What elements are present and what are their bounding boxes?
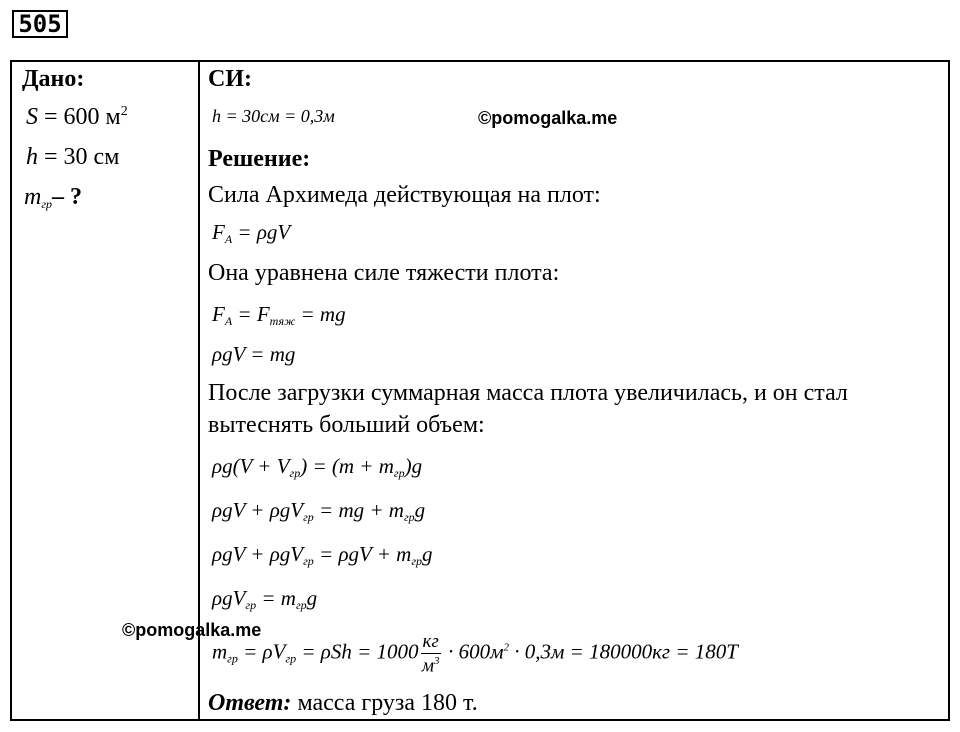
unknown-mass — [24, 184, 82, 212]
formula-expanded: ρgV + ρgV$_{гр}$ = mg + $m_{гр}g$ — [212, 498, 426, 524]
formula-forces: $F_A = F_{тяж}$ = mg — [212, 302, 346, 328]
formula-simplified: $\rho gV_{гр} = m_{гр}g$ — [212, 586, 318, 612]
answer-text: масса груза 180 т. — [291, 690, 478, 716]
formula-archimedes: $F_A = \rho gV$ — [212, 220, 291, 246]
given-area — [26, 104, 128, 131]
text-after-loading-2: вытеснять больший объем: — [208, 412, 485, 438]
text-archimedes: Сила Архимеда действующая на плот: — [208, 182, 601, 208]
si-header: СИ: — [208, 66, 252, 92]
formula-substituted: $\rho gV + \rho gV_{гр} = \rho gV + m_{гр}g$ — [212, 542, 433, 568]
text-equal-gravity: Она уравнена силе тяжести плота: — [208, 260, 560, 286]
given-height — [26, 144, 119, 171]
answer-label: Ответ: — [208, 690, 292, 716]
si-conversion: h = 30см = 0,3м — [212, 106, 335, 126]
watermark-top: ©pomogalka.me — [478, 108, 618, 128]
answer-line — [208, 690, 478, 717]
mass-symbol: m — [24, 184, 42, 210]
height-symbol: h — [26, 144, 38, 170]
watermark-bottom: ©pomogalka.me — [122, 620, 262, 640]
solution-header: Решение: — [208, 146, 311, 172]
formula-final: $m_{гр} = \rho V_{гр} = \rho Sh = 1000$ $\frac{кг}{м^3}$ · $600м^2 \cdot 0,3м = 180000кг = 180Т$ — [212, 631, 738, 677]
formula-rhogv: ρgV = mg — [212, 342, 296, 366]
formula-loaded: $\rho g(V + V_{гр}) = (m + m_{гр})g$ — [212, 454, 423, 480]
area-exponent: 2 — [120, 104, 128, 119]
fraction-kg-m3: $\frac{кг}{м^3}$ — [421, 631, 440, 677]
height-value: = 30 см — [38, 144, 120, 170]
problem-number: 505 — [12, 10, 68, 38]
text-after-loading-1: После загрузки суммарная масса плота увеличилась, и он стал — [208, 380, 848, 406]
solution-table — [10, 60, 950, 721]
area-value: = 600 м — [38, 104, 121, 130]
given-header: Дано: — [22, 66, 85, 92]
area-symbol: S — [26, 104, 38, 130]
mass-subscript: гр — [41, 197, 53, 211]
mass-question: – ? — [52, 184, 83, 210]
